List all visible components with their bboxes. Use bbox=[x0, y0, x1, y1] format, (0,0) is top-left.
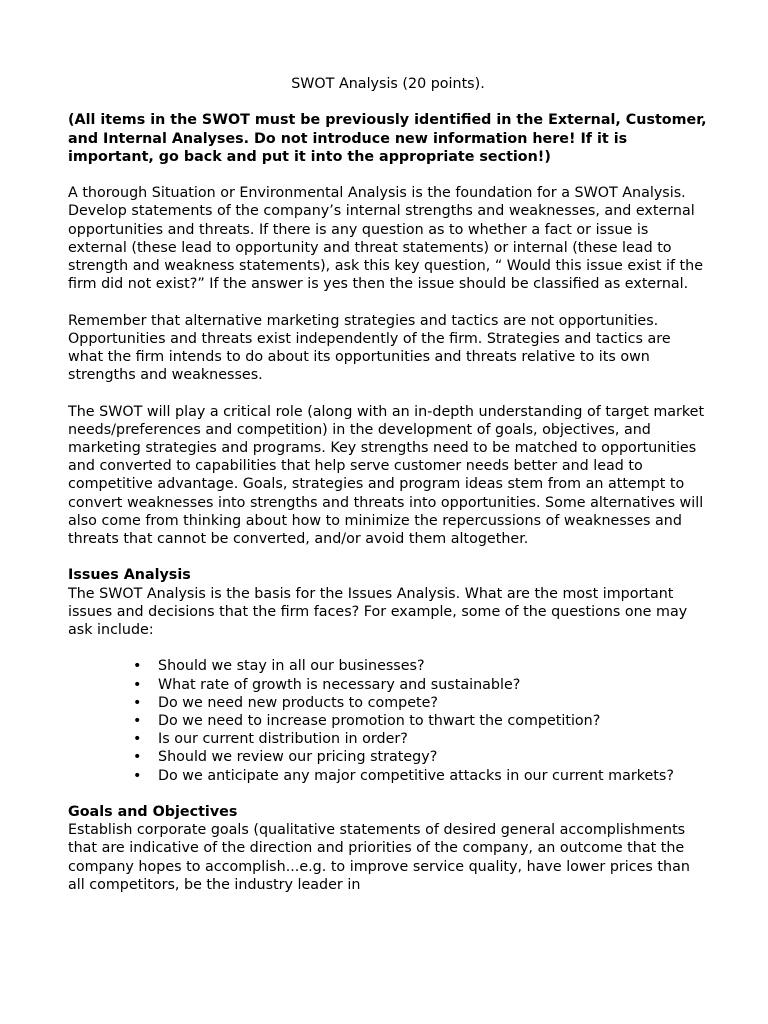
bullet-icon: • bbox=[133, 749, 142, 766]
goals-objectives-text: Establish corporate goals (qualitative statements of desired general accomplishments that are indicative of the direction and priorities of the company, an outcome that the company hopes to accomplish...e.g. to improve service quality, have lower prices than all competitors, be the industry leader in bbox=[68, 822, 690, 893]
list-item bbox=[68, 694, 708, 712]
bullet-icon: • bbox=[133, 713, 142, 730]
issues-question-list bbox=[68, 657, 708, 784]
question-text: Do we need new products to compete? bbox=[158, 694, 438, 711]
bullet-icon: • bbox=[133, 731, 142, 748]
question-text: Should we stay in all our businesses? bbox=[158, 658, 425, 675]
list-item bbox=[68, 712, 708, 730]
question-text: Should we review our pricing strategy? bbox=[158, 749, 438, 766]
instruction-note: (All items in the SWOT must be previously identified in the External, Customer, and Internal Analyses. Do not introduce new information here! If it is important, go back and put it into the appropriate section!) bbox=[68, 112, 707, 165]
paragraph-situation-analysis: A thorough Situation or Environmental Analysis is the foundation for a SWOT Analysis. Develop statements of the company’s internal strengths and weaknesses, and external opportunities and threats. If there is any question as to whether a fact or issue is external (these lead to opportunity and threat statements) or internal (these lead to strength and weakness statements), ask this key question, “ Would this issue exist if the firm did not exist?” If the answer is yes then the issue should be classified as external. bbox=[68, 185, 703, 293]
paragraph-strategies-vs-opportunities: Remember that alternative marketing strategies and tactics are not opportunities. Opportunities and threats exist independently of the firm. Strategies and tactics are what the firm intends to do about its opportunities and threats relative to its own strengths and weaknesses. bbox=[68, 312, 671, 384]
document-title: SWOT Analysis (20 points). bbox=[291, 76, 485, 92]
question-text: What rate of growth is necessary and sustainable? bbox=[158, 676, 521, 693]
list-item bbox=[68, 730, 708, 748]
bullet-icon: • bbox=[133, 658, 142, 675]
list-item bbox=[68, 767, 708, 785]
document-page bbox=[68, 75, 708, 912]
question-text: Do we need to increase promotion to thwart the competition? bbox=[158, 713, 601, 730]
list-item bbox=[68, 657, 708, 675]
issues-analysis-intro: The SWOT Analysis is the basis for the Issues Analysis. What are the most important issues and decisions that the firm faces? For example, some of the questions one may ask include: bbox=[68, 585, 688, 639]
goals-objectives-heading: Goals and Objectives bbox=[68, 804, 238, 821]
question-text: Is our current distribution in order? bbox=[158, 731, 408, 748]
issues-analysis-heading: Issues Analysis bbox=[68, 567, 191, 584]
bullet-icon: • bbox=[133, 676, 142, 693]
bullet-icon: • bbox=[133, 694, 142, 711]
paragraph-swot-role: The SWOT will play a critical role (along with an in-depth understanding of target market needs/preferences and competition) in the development of goals, objectives, and marketing strategies and programs. Key strengths need to be matched to opportunities and converted to capabilities that help serve customer needs better and lead to competitive advantage. Goals, strategies and program ideas stem from an attempt to convert weaknesses into strengths and threats into opportunities. Some alternatives will also come from thinking about how to minimize the repercussions of weaknesses and threats that cannot be converted, and/or avoid them altogether. bbox=[68, 403, 705, 548]
question-text: Do we anticipate any major competitive attacks in our current markets? bbox=[158, 767, 674, 784]
list-item bbox=[68, 676, 708, 694]
bullet-icon: • bbox=[133, 767, 142, 784]
list-item bbox=[68, 748, 708, 766]
